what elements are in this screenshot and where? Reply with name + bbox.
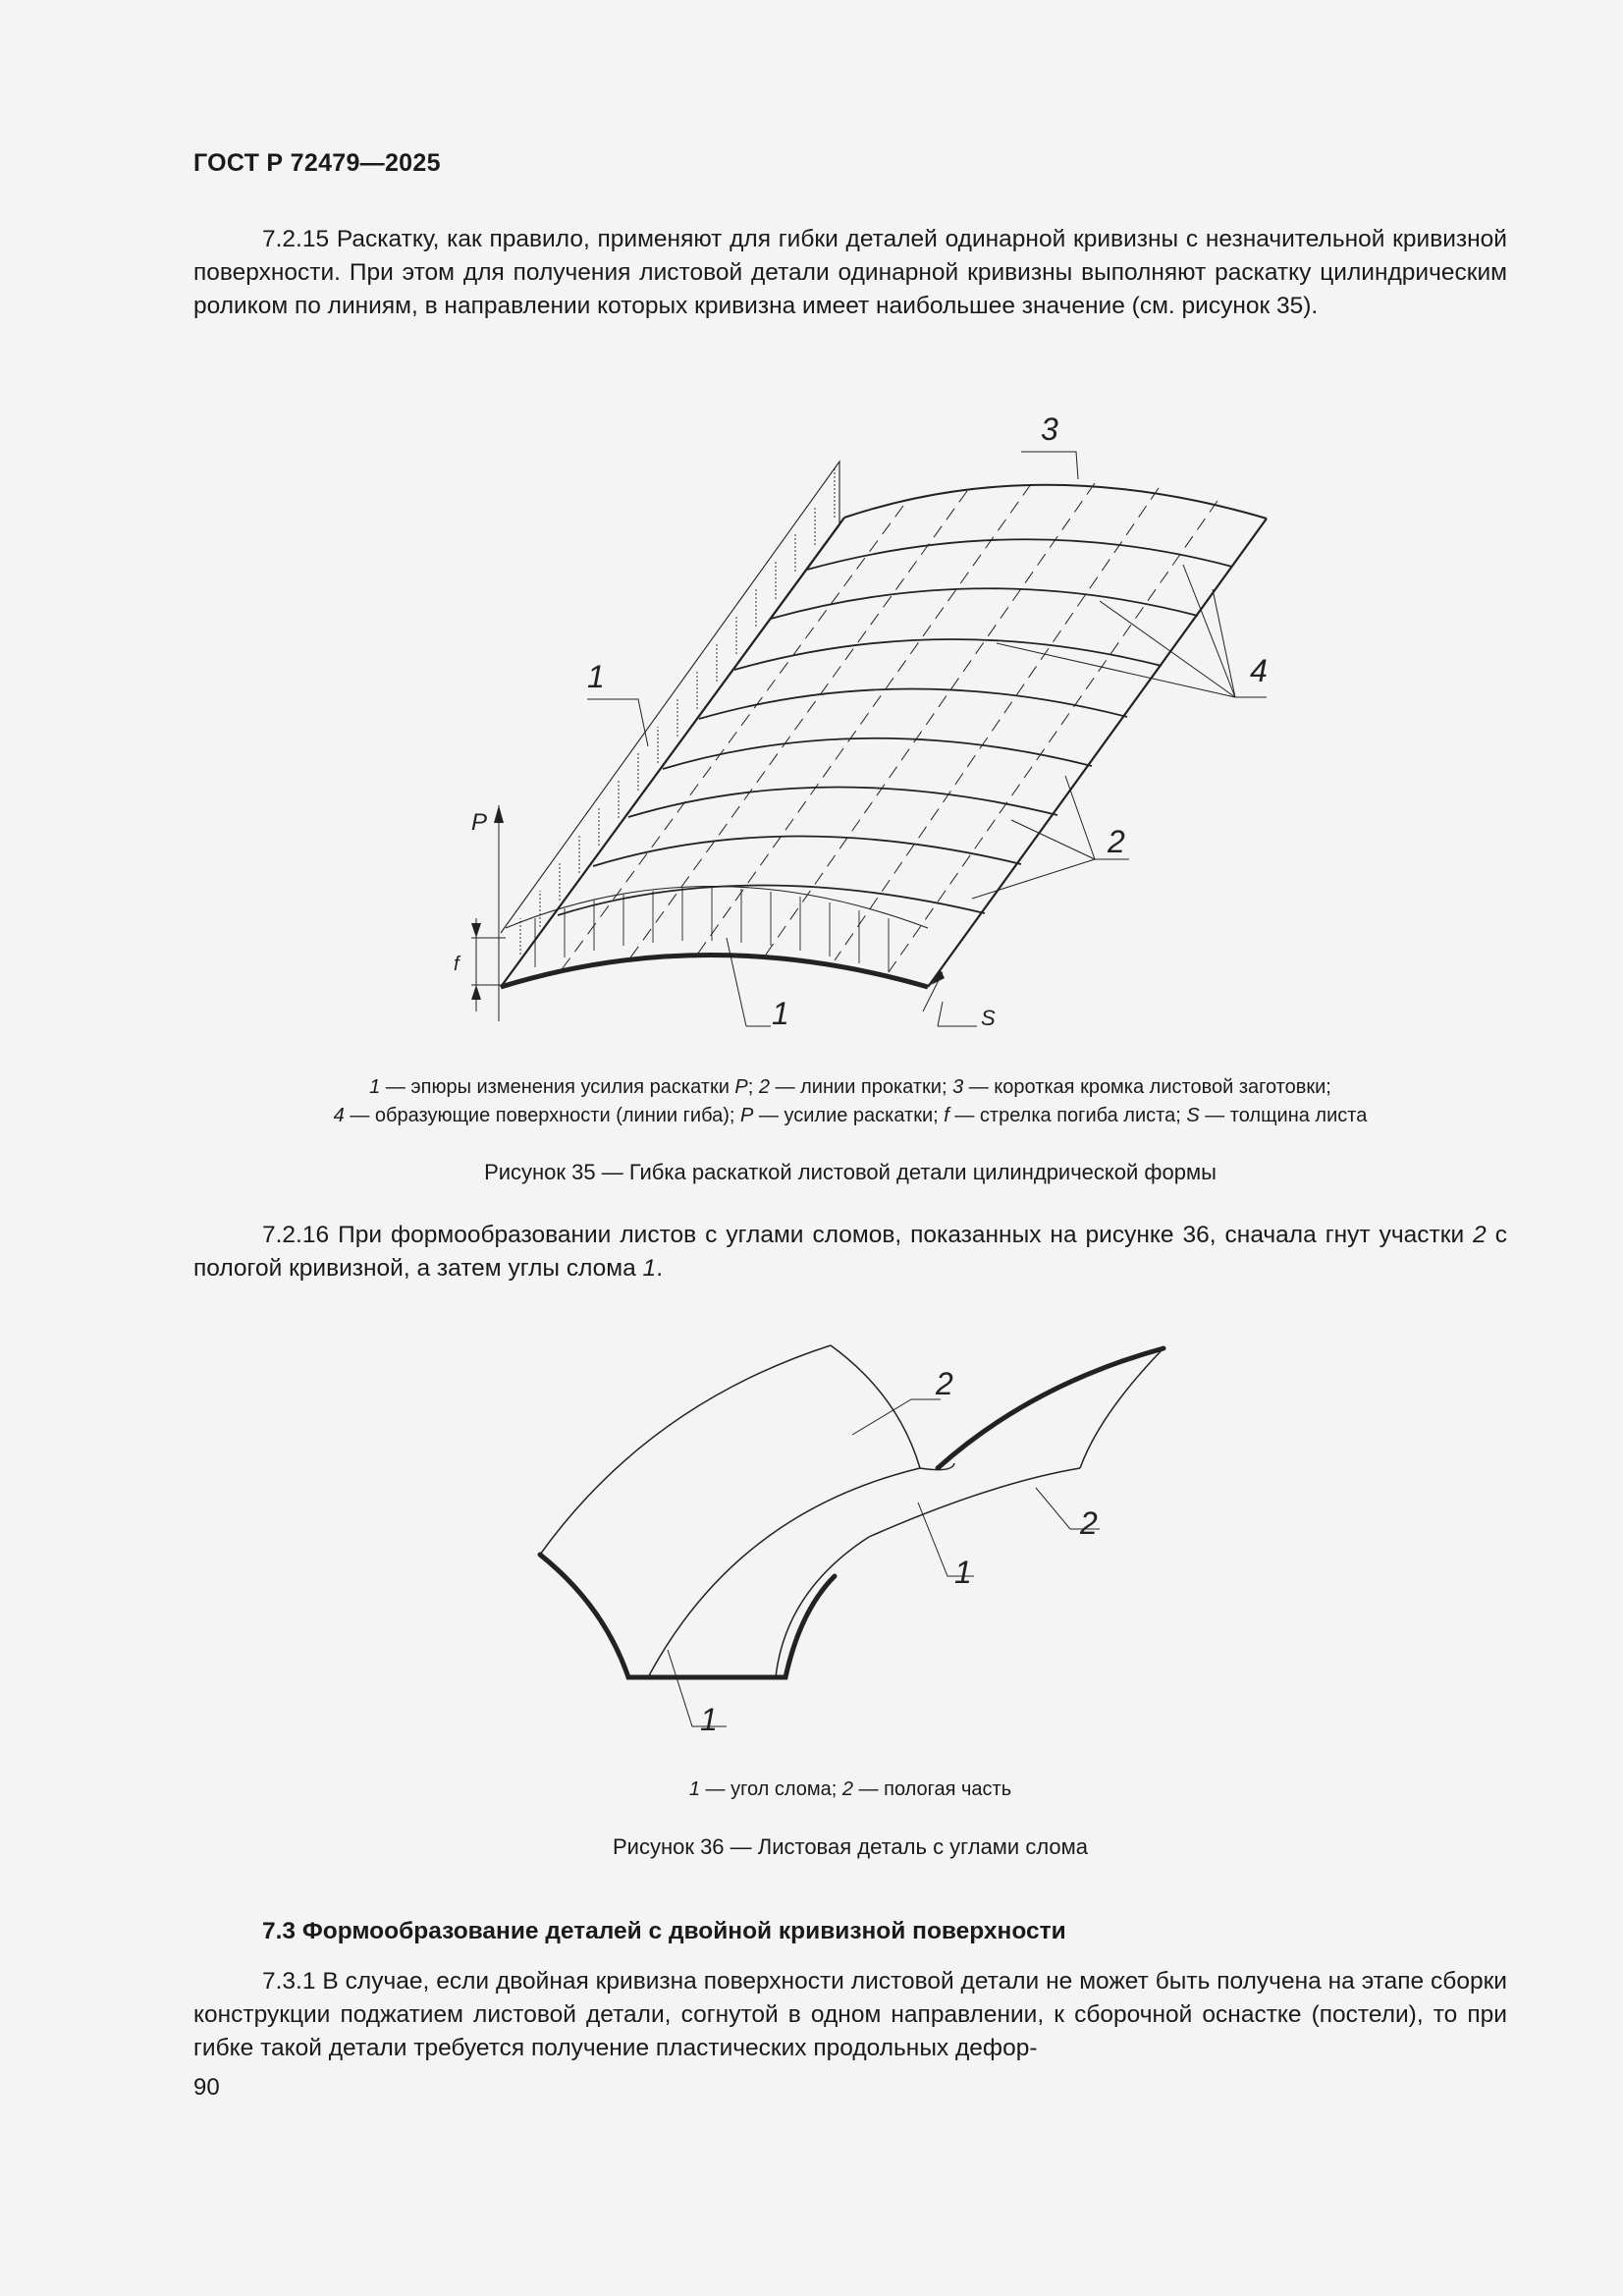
label-1-bottom: 1 (772, 996, 789, 1031)
figure-35-key-line-2: 4 — образующие поверхности (линии гиба); P — усилие раскатки; f — стрелка погиба листа; S — толщина листа (333, 1105, 1368, 1126)
paragraph-7-2-16: 7.2.16 При формообразовании листов с углами сломов, показанных на рисунке 36, сначала гнут участки 2 с пологой кривизной, а затем углы слома 1. (193, 1222, 1507, 1282)
figure-35-key-line-1: 1 — эпюры изменения усилия раскатки P; 2 — линии прокатки; 3 — короткая кромка листовой заготовки; (369, 1076, 1331, 1098)
label-4: 4 (1250, 653, 1268, 688)
sheet-middle-edge (648, 1468, 920, 1677)
leader-1b (668, 1650, 727, 1726)
fig36-label-1-right: 1 (954, 1555, 972, 1590)
sheet-fold-right-edge (831, 1345, 920, 1468)
paragraph-7-2-15: 7.2.15 Раскатку, как правило, применяют для гибки деталей одинарной кривизны с незначительной кривизной поверхности. При этом для получения листовой детали одинарной кривизны выполняют раскатку цилиндрическим роликом по линиям, в направлении которых кривизна имеет наибольшее значение (см. рисунок 35). (193, 226, 1507, 319)
document-header: ГОСТ Р 72479—2025 (193, 149, 441, 177)
label-f: f (454, 954, 460, 975)
thick-break-edge-right (938, 1348, 1163, 1468)
fig36-label-2-right: 2 (1080, 1505, 1098, 1541)
label-S: S (981, 1006, 996, 1030)
label-P: P (471, 809, 488, 836)
figure-35-title: Рисунок 35 — Гибка раскаткой листовой детали цилиндрической формы (484, 1160, 1217, 1184)
section-7-3-heading: 7.3 Формообразование деталей с двойной кривизной поверхности (262, 1918, 1066, 1944)
figure-36-title: Рисунок 36 — Листовая деталь с углами слома (612, 1834, 1089, 1859)
sheet-right-tip-edge (1080, 1348, 1163, 1468)
leader-2a (852, 1399, 941, 1435)
paragraph-7-3-1: 7.3.1 В случае, если двойная кривизна поверхности листовой детали не может быть получена на этапе сборки конструкции поджатием листовой детали, согнутой в одном направлении, к сборочной оснастке (постели), то при гибке такой детали требуется получение пластических продольных дефор- (193, 1968, 1507, 2061)
page-number: 90 (193, 2074, 220, 2101)
label-2: 2 (1108, 824, 1125, 859)
label-1-top: 1 (587, 659, 605, 694)
fig36-label-1-bottom: 1 (700, 1702, 718, 1737)
fig36-label-2-top: 2 (936, 1366, 953, 1401)
figure-36-key: 1 — угол слома; 2 — пологая часть (688, 1778, 1012, 1800)
label-3: 3 (1041, 411, 1058, 447)
